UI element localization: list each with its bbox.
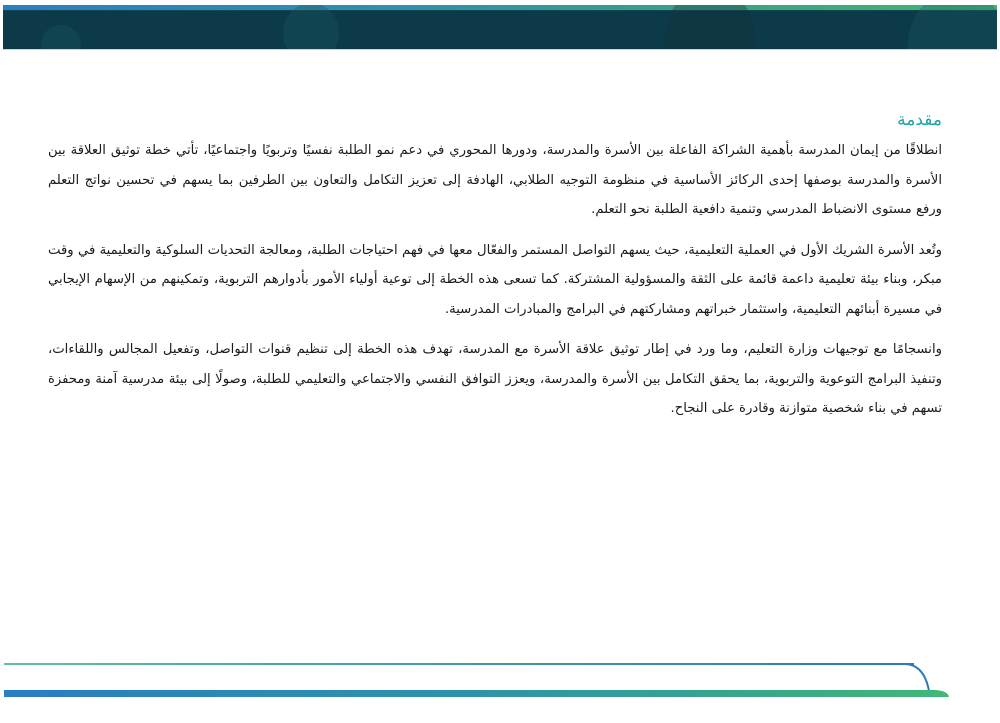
footer-thin-line [4, 663, 914, 665]
page-header-banner [3, 5, 997, 49]
header-strip-divider [3, 10, 997, 11]
header-decorative-circle [41, 25, 81, 49]
intro-paragraph-1: انطلاقًا من إيمان المدرسة بأهمية الشراكة الفاعلة بين الأسرة والمدرسة، ودورها المحوري في دعم نمو الطلبة نفسيًا وتربويًا واجتماعيًا، تأتي خطة توثيق العلاقة بين الأسرة والمدرسة بوصفها إحدى الركائز الأساسية في منظومة التوجيه الطلابي، الهادفة إلى تعزيز التكامل والتعاون بين الطرفين بما يسهم في تحسين نواتج التعلم ورفع مستوى الانضباط المدرسي وتنمية دافعية الطلبة نحو التعلم. [48, 143, 942, 217]
section-title: مقدمة [897, 110, 942, 130]
header-decorative-circle [283, 5, 339, 49]
footer-gradient-bar [4, 690, 949, 697]
intro-paragraph-2: وتُعد الأسرة الشريك الأول في العملية التعليمية، حيث يسهم التواصل المستمر والفعّال معها في فهم احتياجات الطلبة، ومعالجة التحديات السلوكية والتعليمية في وقت مبكر، وبناء بيئة تعليمية داعمة قائمة على الثقة والمسؤولية المشتركة. كما تسعى هذه الخطة إلى توعية أولياء الأمور بأدوارهم التربوية، وتمكينهم من الإسهام الإيجابي في مسيرة أبنائهم التعليمية، واستثمار خبراتهم ومشاركتهم في البرامج والمبادرات المدرسية. [48, 242, 942, 317]
header-decorative-circle [908, 5, 997, 49]
header-decorative-circle [665, 5, 755, 49]
document-content [48, 106, 942, 435]
intro-paragraph-3: وانسجامًا مع توجيهات وزارة التعليم، وما ورد في إطار توثيق علاقة الأسرة مع المدرسة، تهدف هذه الخطة إلى تنظيم قنوات التواصل، وتفعيل المجالس واللقاءات، وتنفيذ البرامج التوعوية والتربوية، بما يحقق التكامل بين الأسرة والمدرسة، ويعزز التوافق النفسي والاجتماعي والتعليمي للطلبة، وصولًا إلى بيئة مدرسية آمنة ومحفزة تسهم في بناء شخصية متوازنة وقادرة على النجاح. [48, 342, 942, 416]
header-bottom-border [3, 49, 997, 50]
